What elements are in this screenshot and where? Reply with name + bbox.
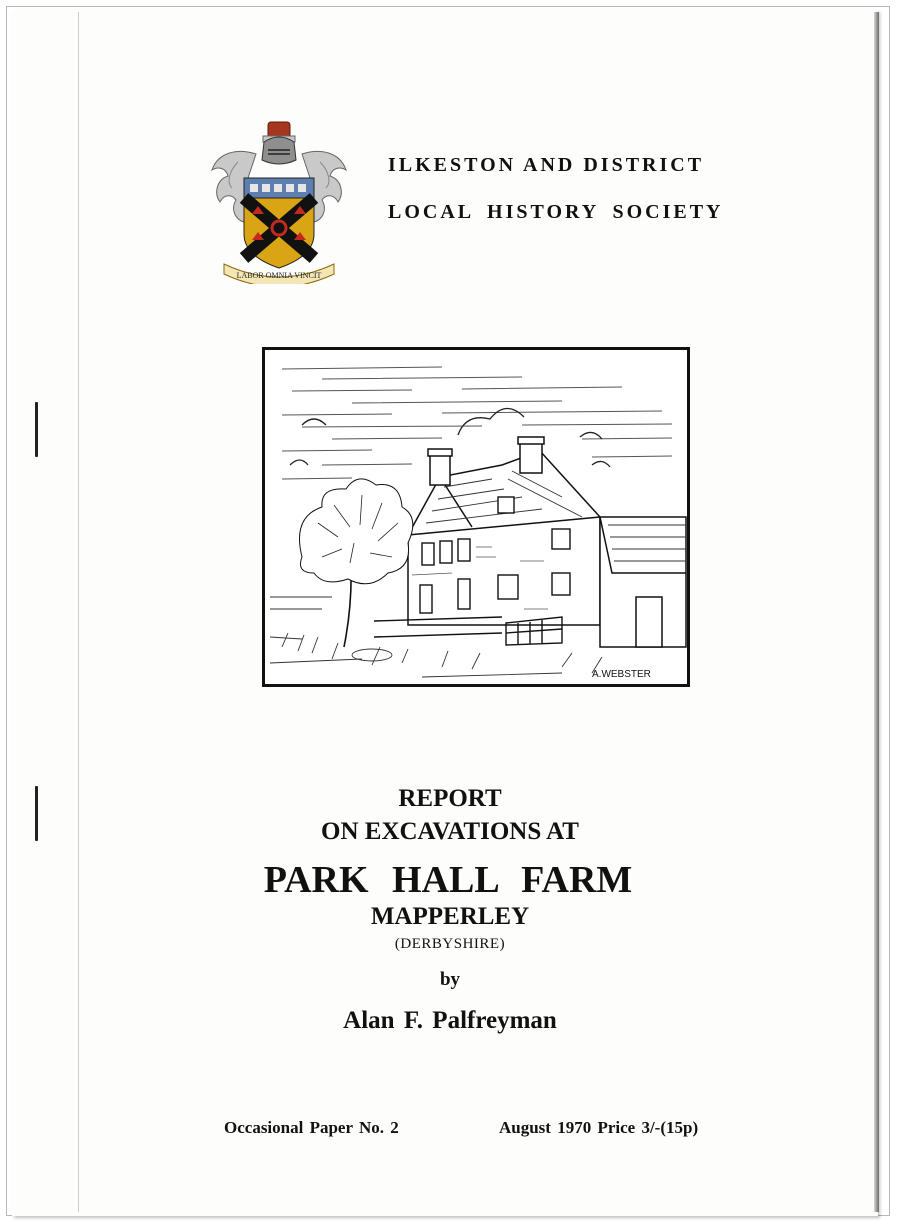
artist-signature: A.WEBSTER bbox=[592, 669, 651, 680]
society-name-line2: LOCAL HISTORY SOCIETY bbox=[388, 201, 724, 223]
title-report: REPORT bbox=[398, 785, 502, 812]
date-and-price: August 1970 Price 3/-(15p) bbox=[499, 1118, 699, 1137]
author-name: Alan F. Palfreyman bbox=[343, 1007, 557, 1034]
title-locality: MAPPERLEY bbox=[370, 903, 530, 930]
coat-of-arms-icon bbox=[208, 118, 350, 284]
title-place: PARK HALL FARM bbox=[263, 859, 633, 901]
title-county: (DERBYSHIRE) bbox=[394, 936, 506, 952]
staple-top bbox=[35, 402, 38, 457]
title-by: by bbox=[439, 969, 461, 990]
society-name-line1: ILKESTON AND DISTRICT bbox=[388, 154, 705, 176]
motto-text: LABOR OMNIA VINCIT bbox=[236, 271, 322, 280]
title-on-excavations: ON EXCAVATIONS AT bbox=[321, 818, 579, 845]
farmhouse-illustration bbox=[262, 347, 690, 687]
series-number: Occasional Paper No. 2 bbox=[224, 1118, 399, 1137]
